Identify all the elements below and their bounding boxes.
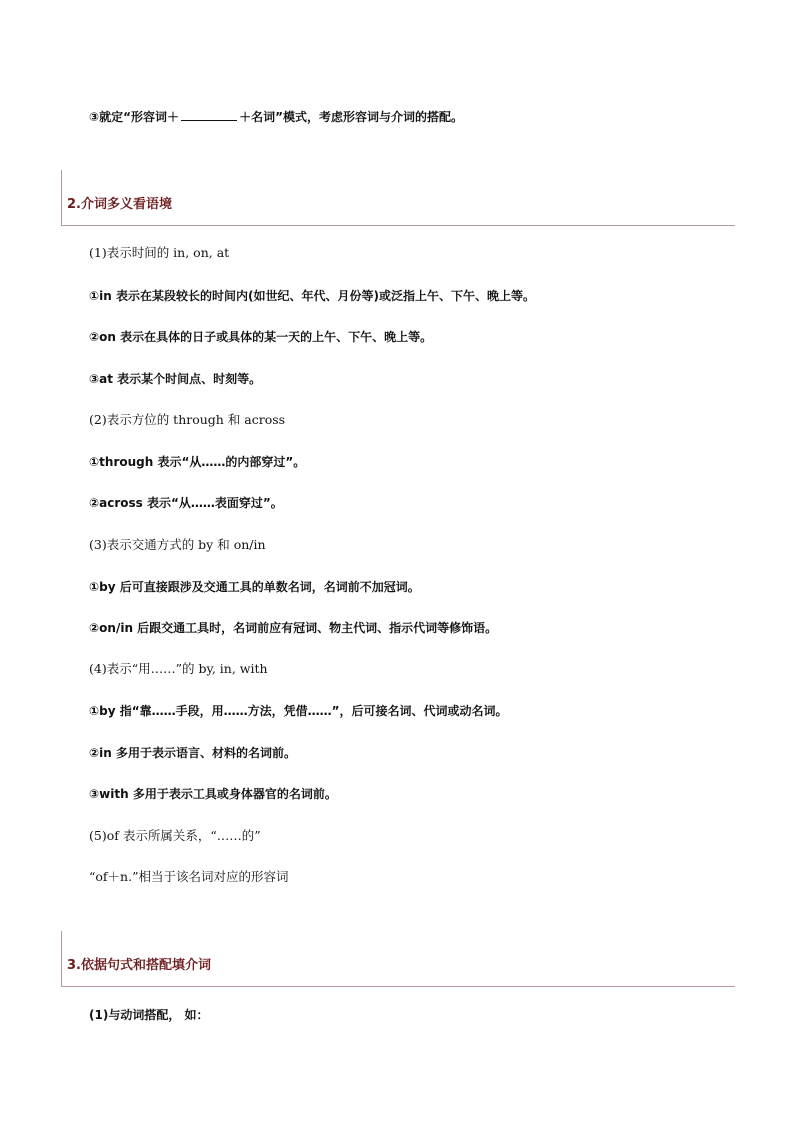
content-line: (3)表示交通方式的 by 和 on/in (89, 537, 266, 552)
intro-text-end: ＋名词”模式，考虑形容词与介词的搭配。 (239, 110, 463, 124)
content-line: (1)与动词搭配， 如： (89, 1008, 209, 1022)
content-line: ①by 后可直接跟涉及交通工具的单数名词，名词前不加冠词。 (89, 580, 420, 594)
content-line: ①through 表示“从……的内部穿过”。 (89, 455, 306, 469)
fill-in-blank (181, 108, 237, 121)
content-line: ②on/in 后跟交通工具时，名词前应有冠词、物主代词、指示代词等修饰语。 (89, 621, 498, 635)
section-title: 2.介词多义看语境 (67, 197, 172, 212)
content-line: “of＋n.”相当于该名词对应的形容词 (89, 869, 289, 884)
intro-line (89, 108, 463, 125)
content-line: (2)表示方位的 through 和 across (89, 412, 286, 427)
section-header (61, 170, 735, 226)
content-line: ②across 表示“从……表面穿过”。 (89, 496, 283, 510)
content-line: (4)表示“用……”的 by, in, with (89, 661, 268, 676)
content-line: ①in 表示在某段较长的时间内(如世纪、年代、月份等)或泛指上午、下午、晚上等。 (89, 289, 535, 303)
section-title: 3.依据句式和搭配填介词 (67, 958, 211, 973)
content-line: ③at 表示某个时间点、时刻等。 (89, 372, 262, 386)
content-line: ③with 多用于表示工具或身体器官的名词前。 (89, 787, 337, 801)
section-header (61, 931, 735, 987)
intro-text-start: ③就定“形容词＋ (89, 110, 180, 124)
content-line: ②on 表示在具体的日子或具体的某一天的上午、下午、晚上等。 (89, 330, 433, 344)
content-line: ②in 多用于表示语言、材料的名词前。 (89, 746, 296, 760)
content-line: (1)表示时间的 in, on, at (89, 245, 230, 260)
content-line: ①by 指“靠……手段，用……方法，凭借……”，后可接名词、代词或动名词。 (89, 704, 508, 718)
content-line: (5)of 表示所属关系，“……的” (89, 828, 261, 843)
